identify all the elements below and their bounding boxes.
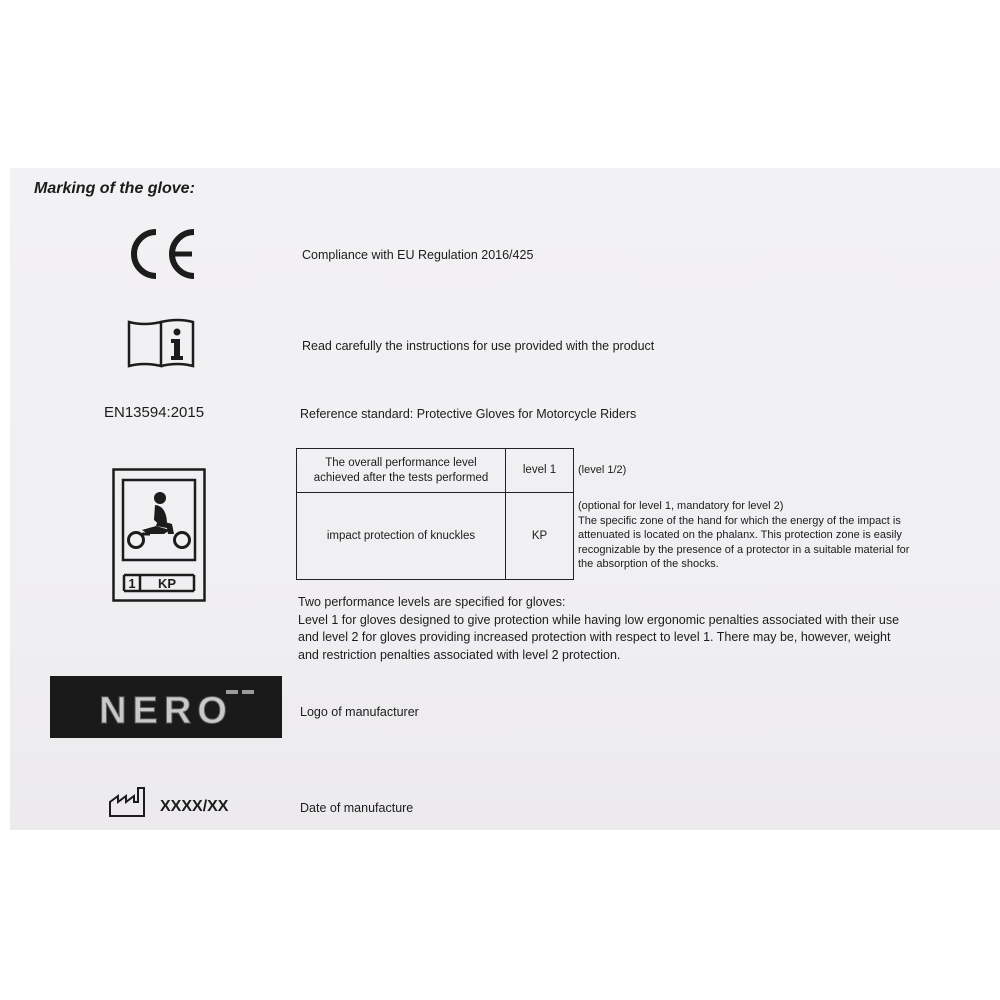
standard-description: Reference standard: Protective Gloves for Motorcycle Riders <box>300 407 637 421</box>
kp-note-line: the absorption of the shocks. <box>578 558 719 570</box>
nero-logo-mark <box>50 676 282 738</box>
manufacturer-logo <box>50 676 282 738</box>
logo-text: NERO <box>99 690 233 732</box>
factory-date-icon <box>108 784 148 818</box>
paragraph-line: Two performance levels are specified for gloves: <box>298 595 566 609</box>
motorcycle-rider-icon <box>112 468 206 602</box>
paragraph-line: and restriction penalties associated with level 2 protection. <box>298 647 621 662</box>
kp-note-line: recognizable by the presence of a protector in a suitable material for <box>578 543 910 556</box>
table-cell-label: The overall performance level achieved after the tests performed <box>297 449 506 493</box>
logo-description: Logo of manufacturer <box>300 705 419 719</box>
kp-note-line: The specific zone of the hand for which the energy of the impact is <box>578 514 901 527</box>
level-note: (level 1/2) <box>578 464 627 476</box>
paragraph-line: Level 1 for gloves designed to give protection while having low ergonomic penalties associated with their use <box>298 612 900 627</box>
table-row <box>297 449 574 493</box>
paragraph-line: and level 2 for gloves providing increased protection with respect to level 1. There may be, however, weight <box>298 630 891 644</box>
instructions-description: Read carefully the instructions for use provided with the product <box>302 339 655 353</box>
table-row <box>297 493 574 580</box>
info-booklet-icon <box>126 318 196 368</box>
table-cell-value: level 1 <box>506 449 574 493</box>
kp-notes <box>578 499 909 572</box>
page-heading: Marking of the glove: <box>34 180 195 197</box>
standard-code: EN13594:2015 <box>104 404 205 421</box>
manufacture-date-code: XXXX/XX <box>160 798 229 815</box>
performance-table <box>296 448 574 580</box>
kp-note-line: (optional for level 1, mandatory for level 2) <box>578 500 784 512</box>
performance-paragraph <box>298 594 899 664</box>
kp-note-line: attenuated is located on the phalanx. This protection zone is easily <box>578 529 902 541</box>
ce-mark-icon <box>126 226 198 282</box>
pictogram-code: KP <box>157 576 177 591</box>
table-cell-label: impact protection of knuckles <box>297 493 506 580</box>
ce-description: Compliance with EU Regulation 2016/425 <box>302 248 534 262</box>
pictogram-level: 1 <box>128 576 136 591</box>
table-cell-value: KP <box>506 493 574 580</box>
manufacture-description: Date of manufacture <box>300 801 414 815</box>
